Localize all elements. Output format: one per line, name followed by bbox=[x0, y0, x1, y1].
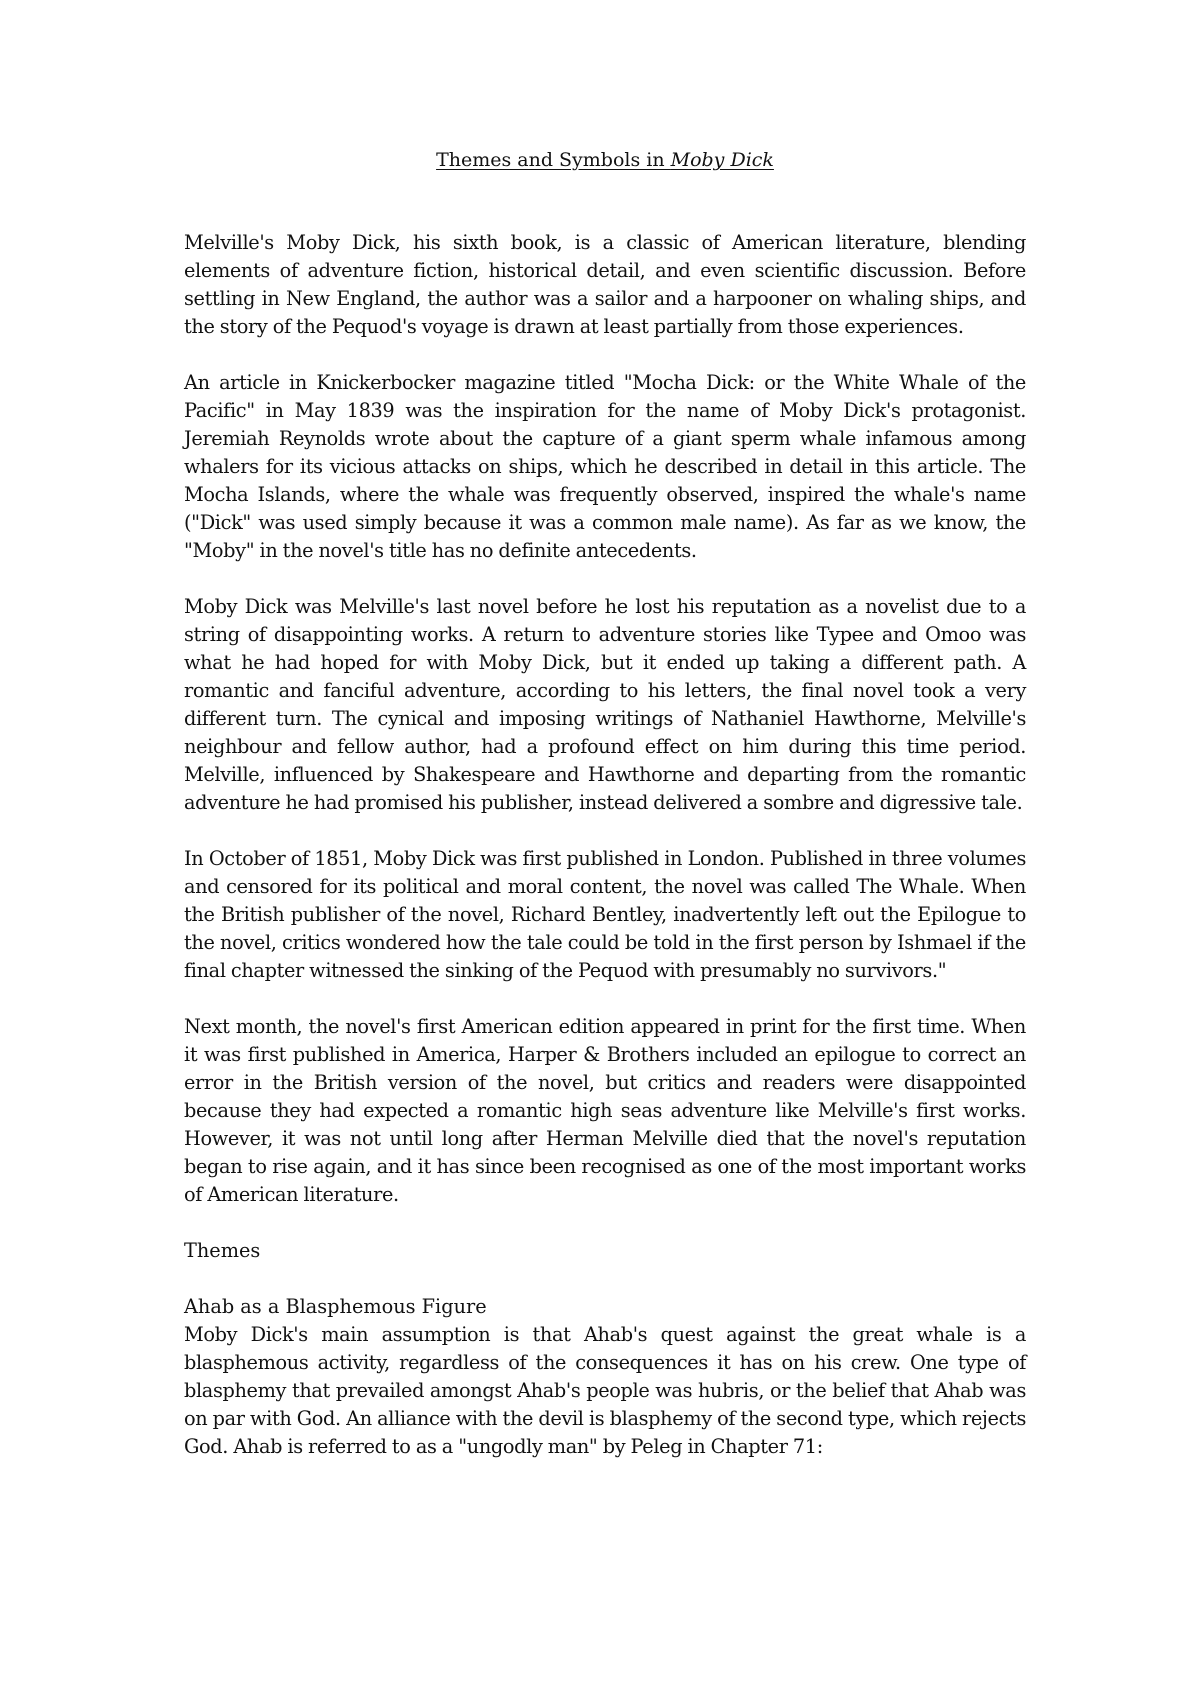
paragraph-knickerbocker-article: An article in Knickerbocker magazine titled "Mocha Dick: or the White Whale of the Pacific" in May 1839 was the inspiration for the name of Moby Dick's protagonist. Jeremiah Reynolds wrote about the capture of a giant sperm whale infamous among whalers for its vicious attacks on ships, which he described in detail in this article. The Mocha Islands, where the whale was frequently observed, inspired the whale's name ("Dick" was used simply because it was a common male name). As far as we know, the "Moby" in the novel's title has no definite antecedents. bbox=[184, 371, 1026, 562]
title-prefix: Themes and Symbols in bbox=[436, 149, 671, 171]
paragraph-intro: Melville's Moby Dick, his sixth book, is a classic of American literature, blending elements of adventure fiction, historical detail, and even scientific discussion. Before settling in New England, the author was a sailor and a harpooner on whaling ships, and the story of the Pequod's voyage is drawn at least partially from those experiences. bbox=[184, 231, 1026, 338]
paragraph-london-publication: In October of 1851, Moby Dick was first published in London. Published in three volumes and censored for its political and moral content, the novel was called The Whale. When the British publisher of the novel, Richard Bentley, inadvertently left out the Epilogue to the novel, critics wondered how the tale could be told in the first person by Ishmael if the final chapter witnessed the sinking of the Pequod with presumably no survivors." bbox=[184, 847, 1026, 982]
title-italic: Moby Dick bbox=[670, 149, 774, 171]
title-underlined bbox=[436, 149, 774, 171]
section-heading-themes: Themes bbox=[184, 1239, 261, 1262]
paragraph-ahab-blasphemy: Moby Dick's main assumption is that Ahab's quest against the great whale is a blasphemous activity, regardless of the consequences it has on his crew. One type of blasphemy that prevailed amongst Ahab's people was hubris, or the belief that Ahab was on par with God. An alliance with the devil is blasphemy of the second type, which rejects God. Ahab is referred to as a "ungodly man" by Peleg in Chapter 71: bbox=[184, 1323, 1026, 1458]
document-body bbox=[184, 229, 1026, 1489]
paragraph-american-edition: Next month, the novel's first American edition appeared in print for the first time. When it was first published in America, Harper & Brothers included an epilogue to correct an error in the British version of the novel, but critics and readers were disappointed because they had expected a romantic high seas adventure like Melville's first works. However, it was not until long after Herman Melville died that the novel's reputation began to rise again, and it has since been recognised as one of the most important works of American literature. bbox=[184, 1015, 1026, 1206]
document-title bbox=[184, 146, 1026, 174]
subsection-heading-ahab: Ahab as a Blasphemous Figure bbox=[184, 1295, 487, 1318]
paragraph-last-novel: Moby Dick was Melville's last novel before he lost his reputation as a novelist due to a string of disappointing works. A return to adventure stories like Typee and Omoo was what he had hoped for with Moby Dick, but it ended up taking a different path. A romantic and fanciful adventure, according to his letters, the final novel took a very different turn. The cynical and imposing writings of Nathaniel Hawthorne, Melville's neighbour and fellow author, had a profound effect on him during this time period. Melville, influenced by Shakespeare and Hawthorne and departing from the romantic adventure he had promised his publisher, instead delivered a sombre and digressive tale. bbox=[184, 595, 1026, 814]
